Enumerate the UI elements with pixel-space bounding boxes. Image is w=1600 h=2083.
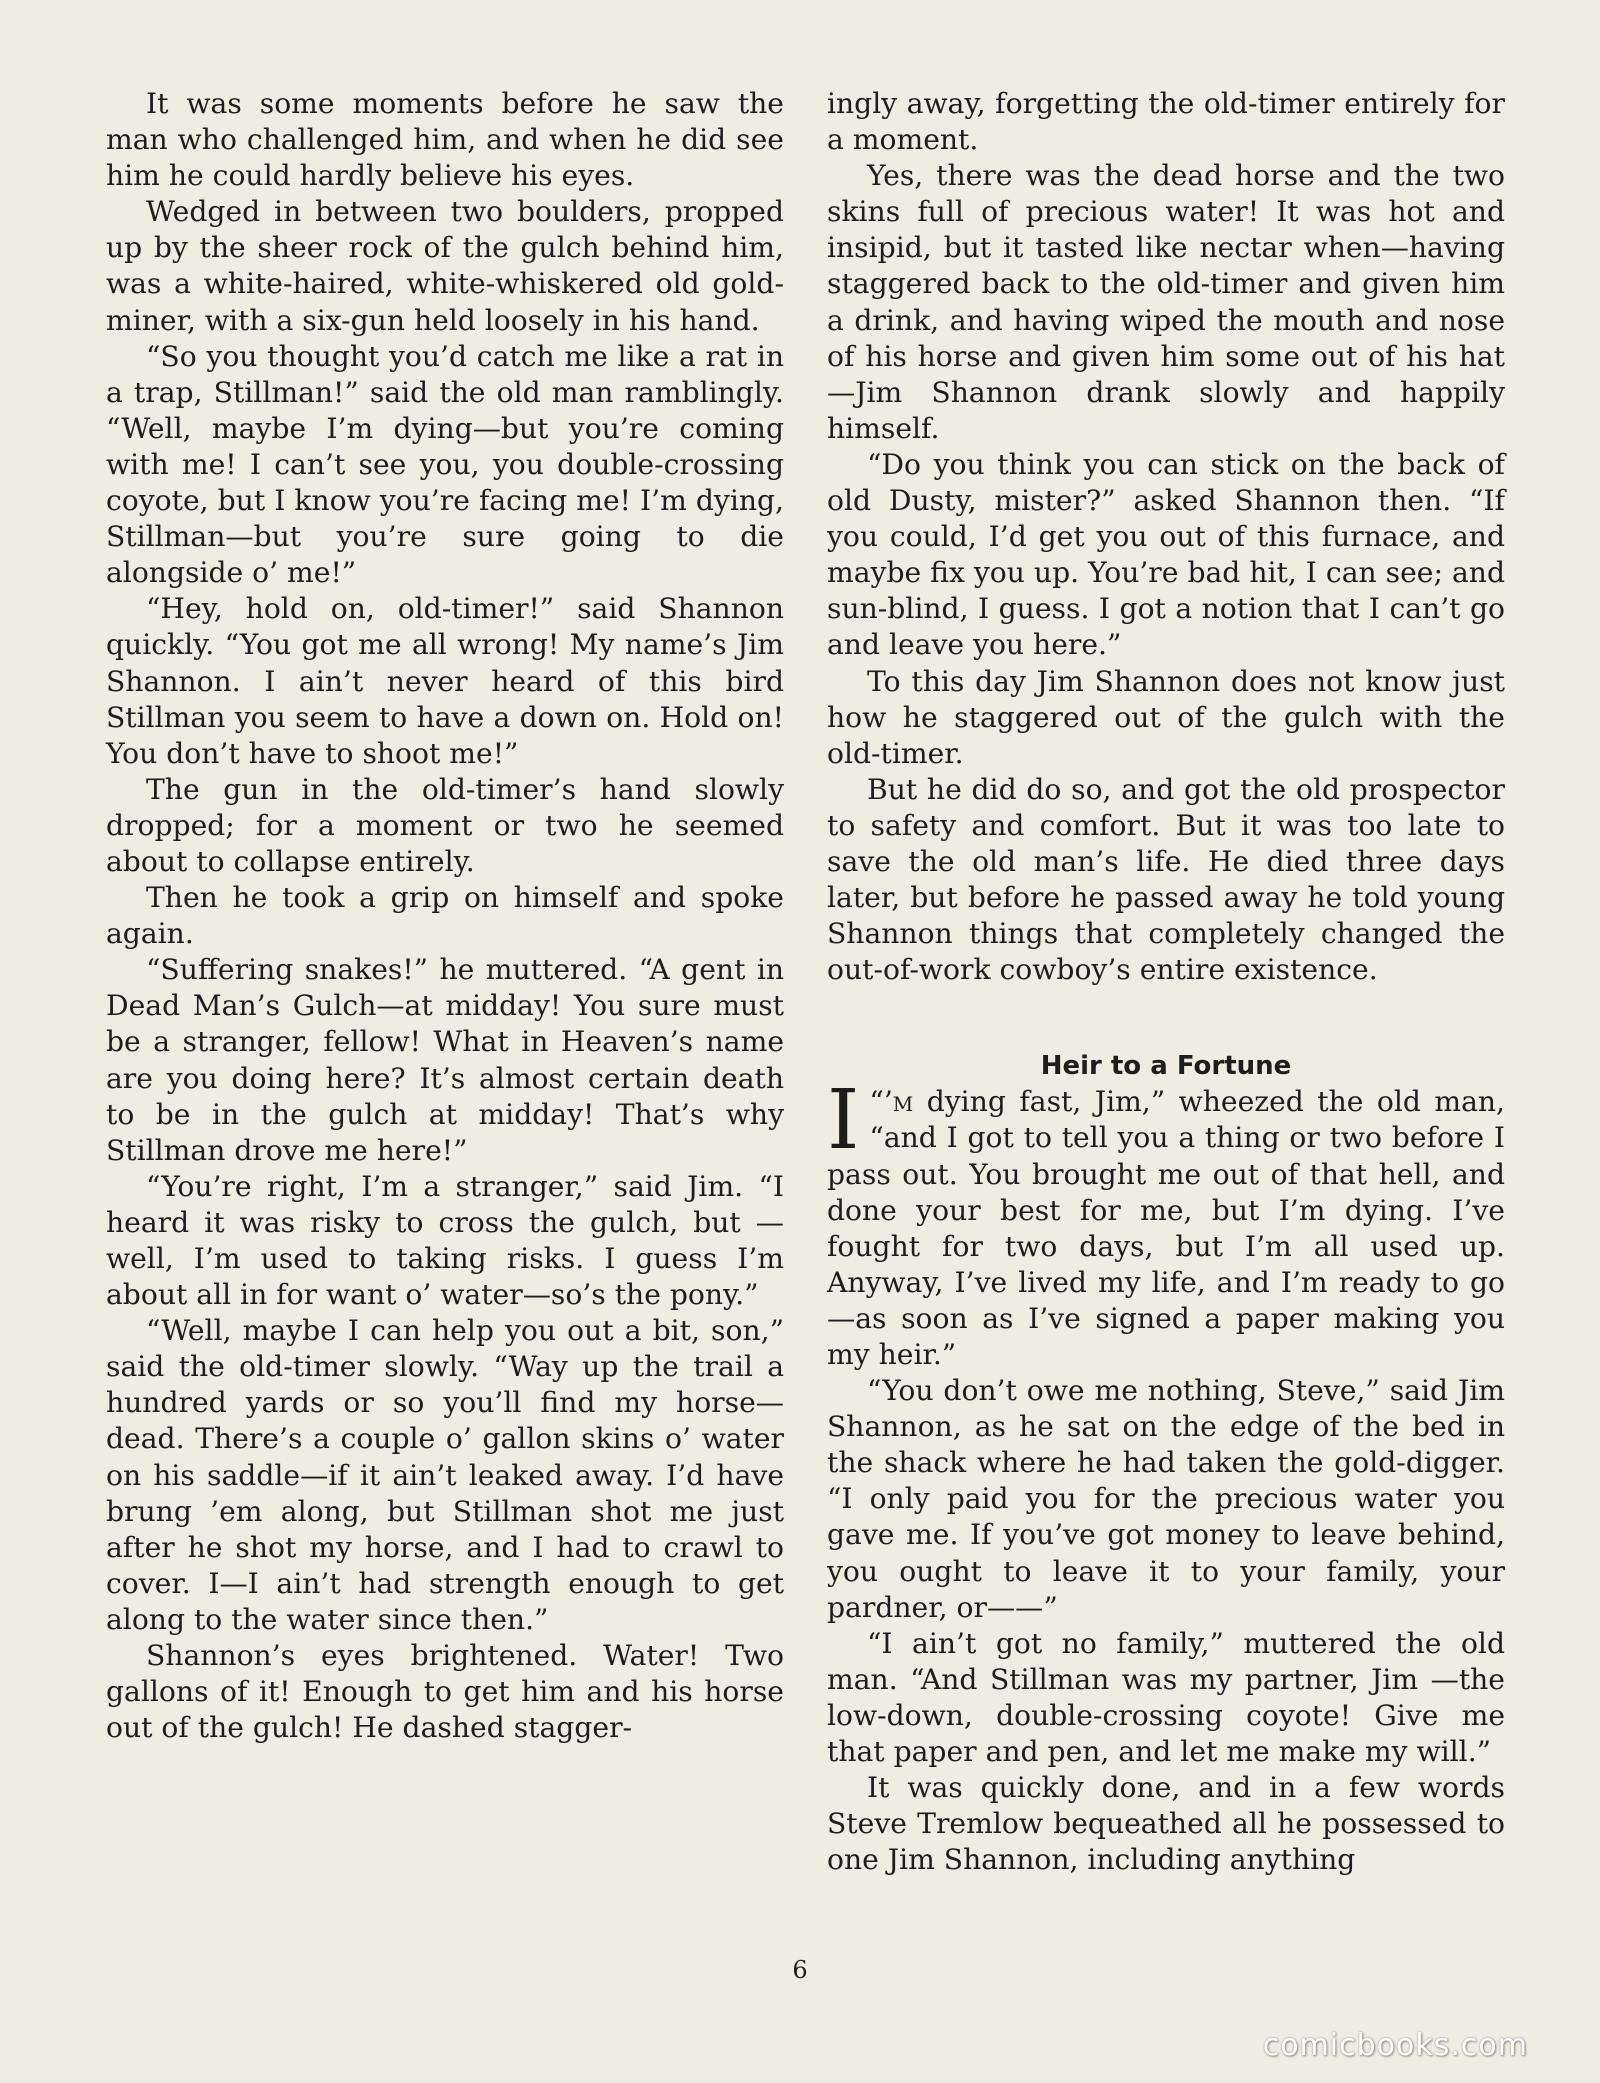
open-quote: “ <box>869 1085 884 1119</box>
paragraph: “Suffering snakes!” he muttered. “A gent in Dead Man’s Gulch—at midday! You sure must be a stranger, fellow! What in Heaven’s name are you doing here? It’s almost certain death to be in the gulch at midday! That’s why Stillman drove me here!” <box>106 953 784 1167</box>
left-column <box>106 86 784 1746</box>
paragraph: Wedged in between two boulders, propped up by the sheer rock of the gulch behind him, was a white-haired, white-whiskered old gold-miner, with a six-gun held loosely in his hand. <box>106 195 784 337</box>
right-column <box>827 86 1505 1878</box>
paragraph: It was some moments before he saw the man who challenged him, and when he did see him he could hardly believe his eyes. <box>106 87 784 193</box>
drop-cap-letter: I <box>827 1073 860 1169</box>
paragraph-text: dying fast, Jim,” wheezed the old man, “and I got to tell you a thing or two before I pass out. You brought me out of that hell, and done your best for me, but I’m dying. I’ve fought for two days, but I’m all used up. Anyway, I’ve lived my life, and I’m ready to go—as soon as I’ve signed a paper making you my heir.” <box>827 1085 1505 1371</box>
paragraph: “Do you think you can stick on the back of old Dusty, mister?” asked Shannon then. “If you could, I’d get you out of this furnace, and maybe fix you up. You’re bad hit, I can see; and sun-blind, I guess. I got a notion that I can’t go and leave you here.” <box>827 447 1505 662</box>
paragraph: Yes, there was the dead horse and the two skins full of precious water! It was hot and insipid, but it tasted like nectar when—having staggered back to the old-timer and given him a drink, and having wiped the mouth and nose of his horse and given him some out of his hat—Jim Shannon drank slowly and happily himself. <box>827 159 1505 445</box>
paragraph: But he did do so, and got the old prospector to safety and comfort. But it was too late to save the old man’s life. He died three days later, but before he passed away he told young Shannon things that completely changed the out-of-work cowboy’s entire existence. <box>827 772 1505 987</box>
watermark: comicbooks.com <box>1262 2028 1528 2063</box>
paragraph: It was quickly done, and in a few words Steve Tremlow bequeathed all he possessed to one Jim Shannon, including anything <box>827 1771 1505 1877</box>
paragraph: “Hey, hold on, old-timer!” said Shannon quickly. “You got me all wrong! My name’s Jim Shannon. I ain’t never heard of this bird Stillman you seem to have a down on. Hold on! You don’t have to shoot me!” <box>106 592 784 770</box>
paragraph: “I ain’t got no family,” muttered the old man. “And Stillman was my partner, Jim —the low-down, double-crossing coyote! Give me that paper and pen, and let me make my will.” <box>827 1626 1505 1769</box>
dropcap-paragraph <box>827 1073 1505 1373</box>
paragraph: Then he took a grip on himself and spoke again. <box>106 881 784 951</box>
paragraph: “You’re right, I’m a stranger,” said Jim. “I heard it was risky to cross the gulch, but —well, I’m used to taking risks. I guess I’m about all in for want o’ water—so’s the pony.” <box>106 1169 784 1312</box>
section-heading: Heir to a Fortune <box>1040 1051 1292 1082</box>
paragraph: ingly away, forgetting the old-timer entirely for a moment. <box>827 87 1505 157</box>
paragraph: “Well, maybe I can help you out a bit, son,” said the old-timer slowly. “Way up the trail a hundred yards or so you’ll find my horse—dead. There’s a couple o’ gallon skins o’ water on his saddle—if it ain’t leaked away. I’d have brung ’em along, but Stillman shot me just after he shot my horse, and I had to crawl to cover. I—I ain’t had strength enough to get along to the water since then.” <box>106 1314 784 1636</box>
paragraph: The gun in the old-timer’s hand slowly dropped; for a moment or two he seemed about to collapse entirely. <box>106 772 784 878</box>
paragraph: To this day Jim Shannon does not know just how he staggered out of the gulch with the old-timer. <box>827 664 1505 770</box>
page-number: 6 <box>792 1956 808 1984</box>
paragraph: Shannon’s eyes brightened. Water! Two gallons of it! Enough to get him and his horse out of the gulch! He dashed stagger- <box>106 1639 784 1745</box>
paragraph: “You don’t owe me nothing, Steve,” said Jim Shannon, as he sat on the edge of the bed in the shack where he had taken the gold-digger. “I only paid you for the precious water you gave me. If you’ve got money to leave behind, you ought to leave it to your family, your pardner, or——” <box>827 1374 1505 1624</box>
small-caps-text: ’m <box>883 1085 914 1119</box>
paragraph: “So you thought you’d catch me like a rat in a trap, Stillman!” said the old man ramblingly. “Well, maybe I’m dying—but you’re coming with me! I can’t see you, you double-crossing coyote, but I know you’re facing me! I’m dying, Stillman—but you’re sure going to die alongside o’ me!” <box>106 339 784 590</box>
